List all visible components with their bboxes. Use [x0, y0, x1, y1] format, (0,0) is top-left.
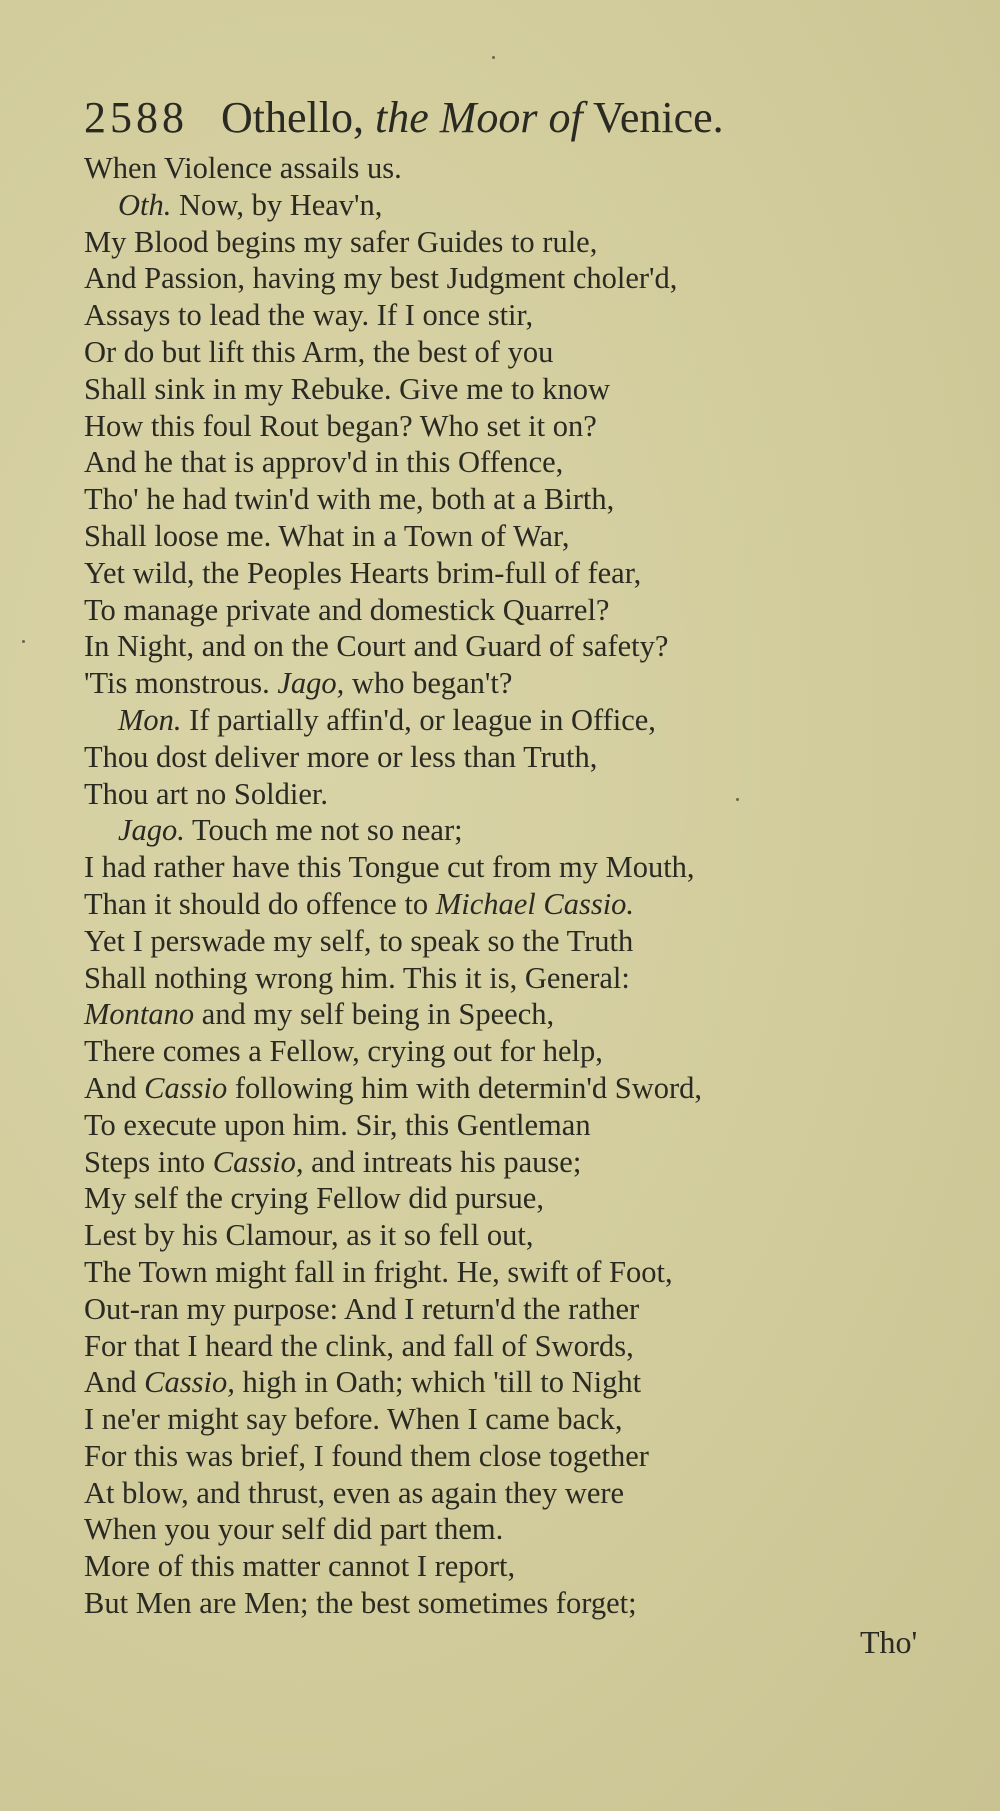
character-name: Montano — [84, 997, 195, 1032]
text-line: More of this matter cannot I report, — [84, 1549, 516, 1584]
text-line: Mon. If partially affin'd, or league in Office, — [118, 702, 656, 737]
play-text — [84, 150, 702, 1622]
text-line: Yet wild, the Peoples Hearts brim-full of fear, — [84, 555, 642, 590]
text-line: Montano and my self being in Speech, — [84, 997, 555, 1032]
text-line: Shall nothing wrong him. This it is, General: — [84, 960, 630, 995]
text-line: Assays to lead the way. If I once stir, — [84, 298, 534, 333]
text-line: Yet I perswade my self, to speak so the Truth — [84, 923, 634, 958]
text-line: When you your self did part them. — [84, 1512, 504, 1547]
text-line: I ne'er might say before. When I came back, — [84, 1402, 623, 1437]
text-line: When Violence assails us. — [84, 151, 402, 185]
text-line: Thou dost deliver more or less than Truth, — [84, 739, 598, 774]
header-title-start: Othello, — [221, 93, 364, 142]
text-line: Tho' he had twin'd with me, both at a Birth, — [84, 482, 615, 517]
header-title-italic: the Moor of — [374, 93, 583, 142]
text-line: Out-ran my purpose: And I return'd the rather — [84, 1291, 640, 1326]
text-line: The Town might fall in fright. He, swift of Foot, — [84, 1254, 673, 1289]
text-line: And Passion, having my best Judgment choler'd, — [84, 261, 678, 296]
text-line: To execute upon him. Sir, this Gentleman — [84, 1107, 591, 1142]
text-line: Lest by his Clamour, as it so fell out, — [84, 1218, 534, 1253]
header-title-end: Venice. — [592, 93, 724, 142]
paper-speck — [22, 640, 25, 643]
text-line: For that I heard the clink, and fall of Swords, — [84, 1328, 634, 1363]
text-line: Shall sink in my Rebuke. Give me to know — [84, 371, 611, 406]
text-line: There comes a Fellow, crying out for help, — [84, 1034, 603, 1069]
text-line: At blow, and thrust, even as again they were — [84, 1475, 625, 1510]
text-line: And Cassio following him with determin'd Sword, — [84, 1070, 703, 1105]
text-line: My Blood begins my safer Guides to rule, — [84, 224, 598, 259]
text-line: Jago. Touch me not so near; — [118, 813, 463, 848]
text-line: In Night, and on the Court and Guard of safety? — [84, 629, 669, 664]
text-line: Steps into Cassio, and intreats his pause; — [84, 1144, 582, 1179]
character-name: Cassio, — [144, 1365, 235, 1400]
text-line: Thou art no Soldier. — [84, 776, 328, 811]
character-name: Michael Cassio. — [435, 886, 635, 921]
text-line: My self the crying Fellow did pursue, — [84, 1181, 544, 1216]
text-line: And Cassio, high in Oath; which 'till to Night — [84, 1365, 642, 1400]
text-line: 'Tis monstrous. Jago, who began't? — [84, 666, 513, 701]
page-number: 2588 — [84, 93, 188, 142]
paper-speck — [492, 56, 495, 59]
character-name: Cassio, — [212, 1144, 304, 1179]
text-line: And he that is approv'd in this Offence, — [84, 445, 564, 480]
speaker-name: Mon. — [118, 702, 182, 737]
speaker-name: Jago. — [118, 813, 185, 848]
character-name: Cassio — [144, 1070, 228, 1105]
paper-speck — [736, 798, 739, 801]
text-line: Shall loose me. What in a Town of War, — [84, 518, 570, 553]
catchword: Tho' — [860, 1624, 918, 1660]
text-line: But Men are Men; the best sometimes forget; — [84, 1586, 637, 1621]
text-line: Than it should do offence to Michael Cassio. — [84, 886, 635, 921]
character-name: Jago, — [277, 666, 345, 701]
text-line: How this foul Rout began? Who set it on? — [84, 408, 597, 443]
text-line: Or do but lift this Arm, the best of you — [84, 334, 554, 369]
text-line: For this was brief, I found them close together — [84, 1438, 649, 1473]
text-line: Oth. Now, by Heav'n, — [118, 187, 383, 222]
running-header — [84, 88, 724, 148]
speaker-name: Oth. — [118, 187, 172, 222]
text-line: To manage private and domestick Quarrel? — [84, 592, 610, 627]
text-line: I had rather have this Tongue cut from my Mouth, — [84, 850, 695, 885]
